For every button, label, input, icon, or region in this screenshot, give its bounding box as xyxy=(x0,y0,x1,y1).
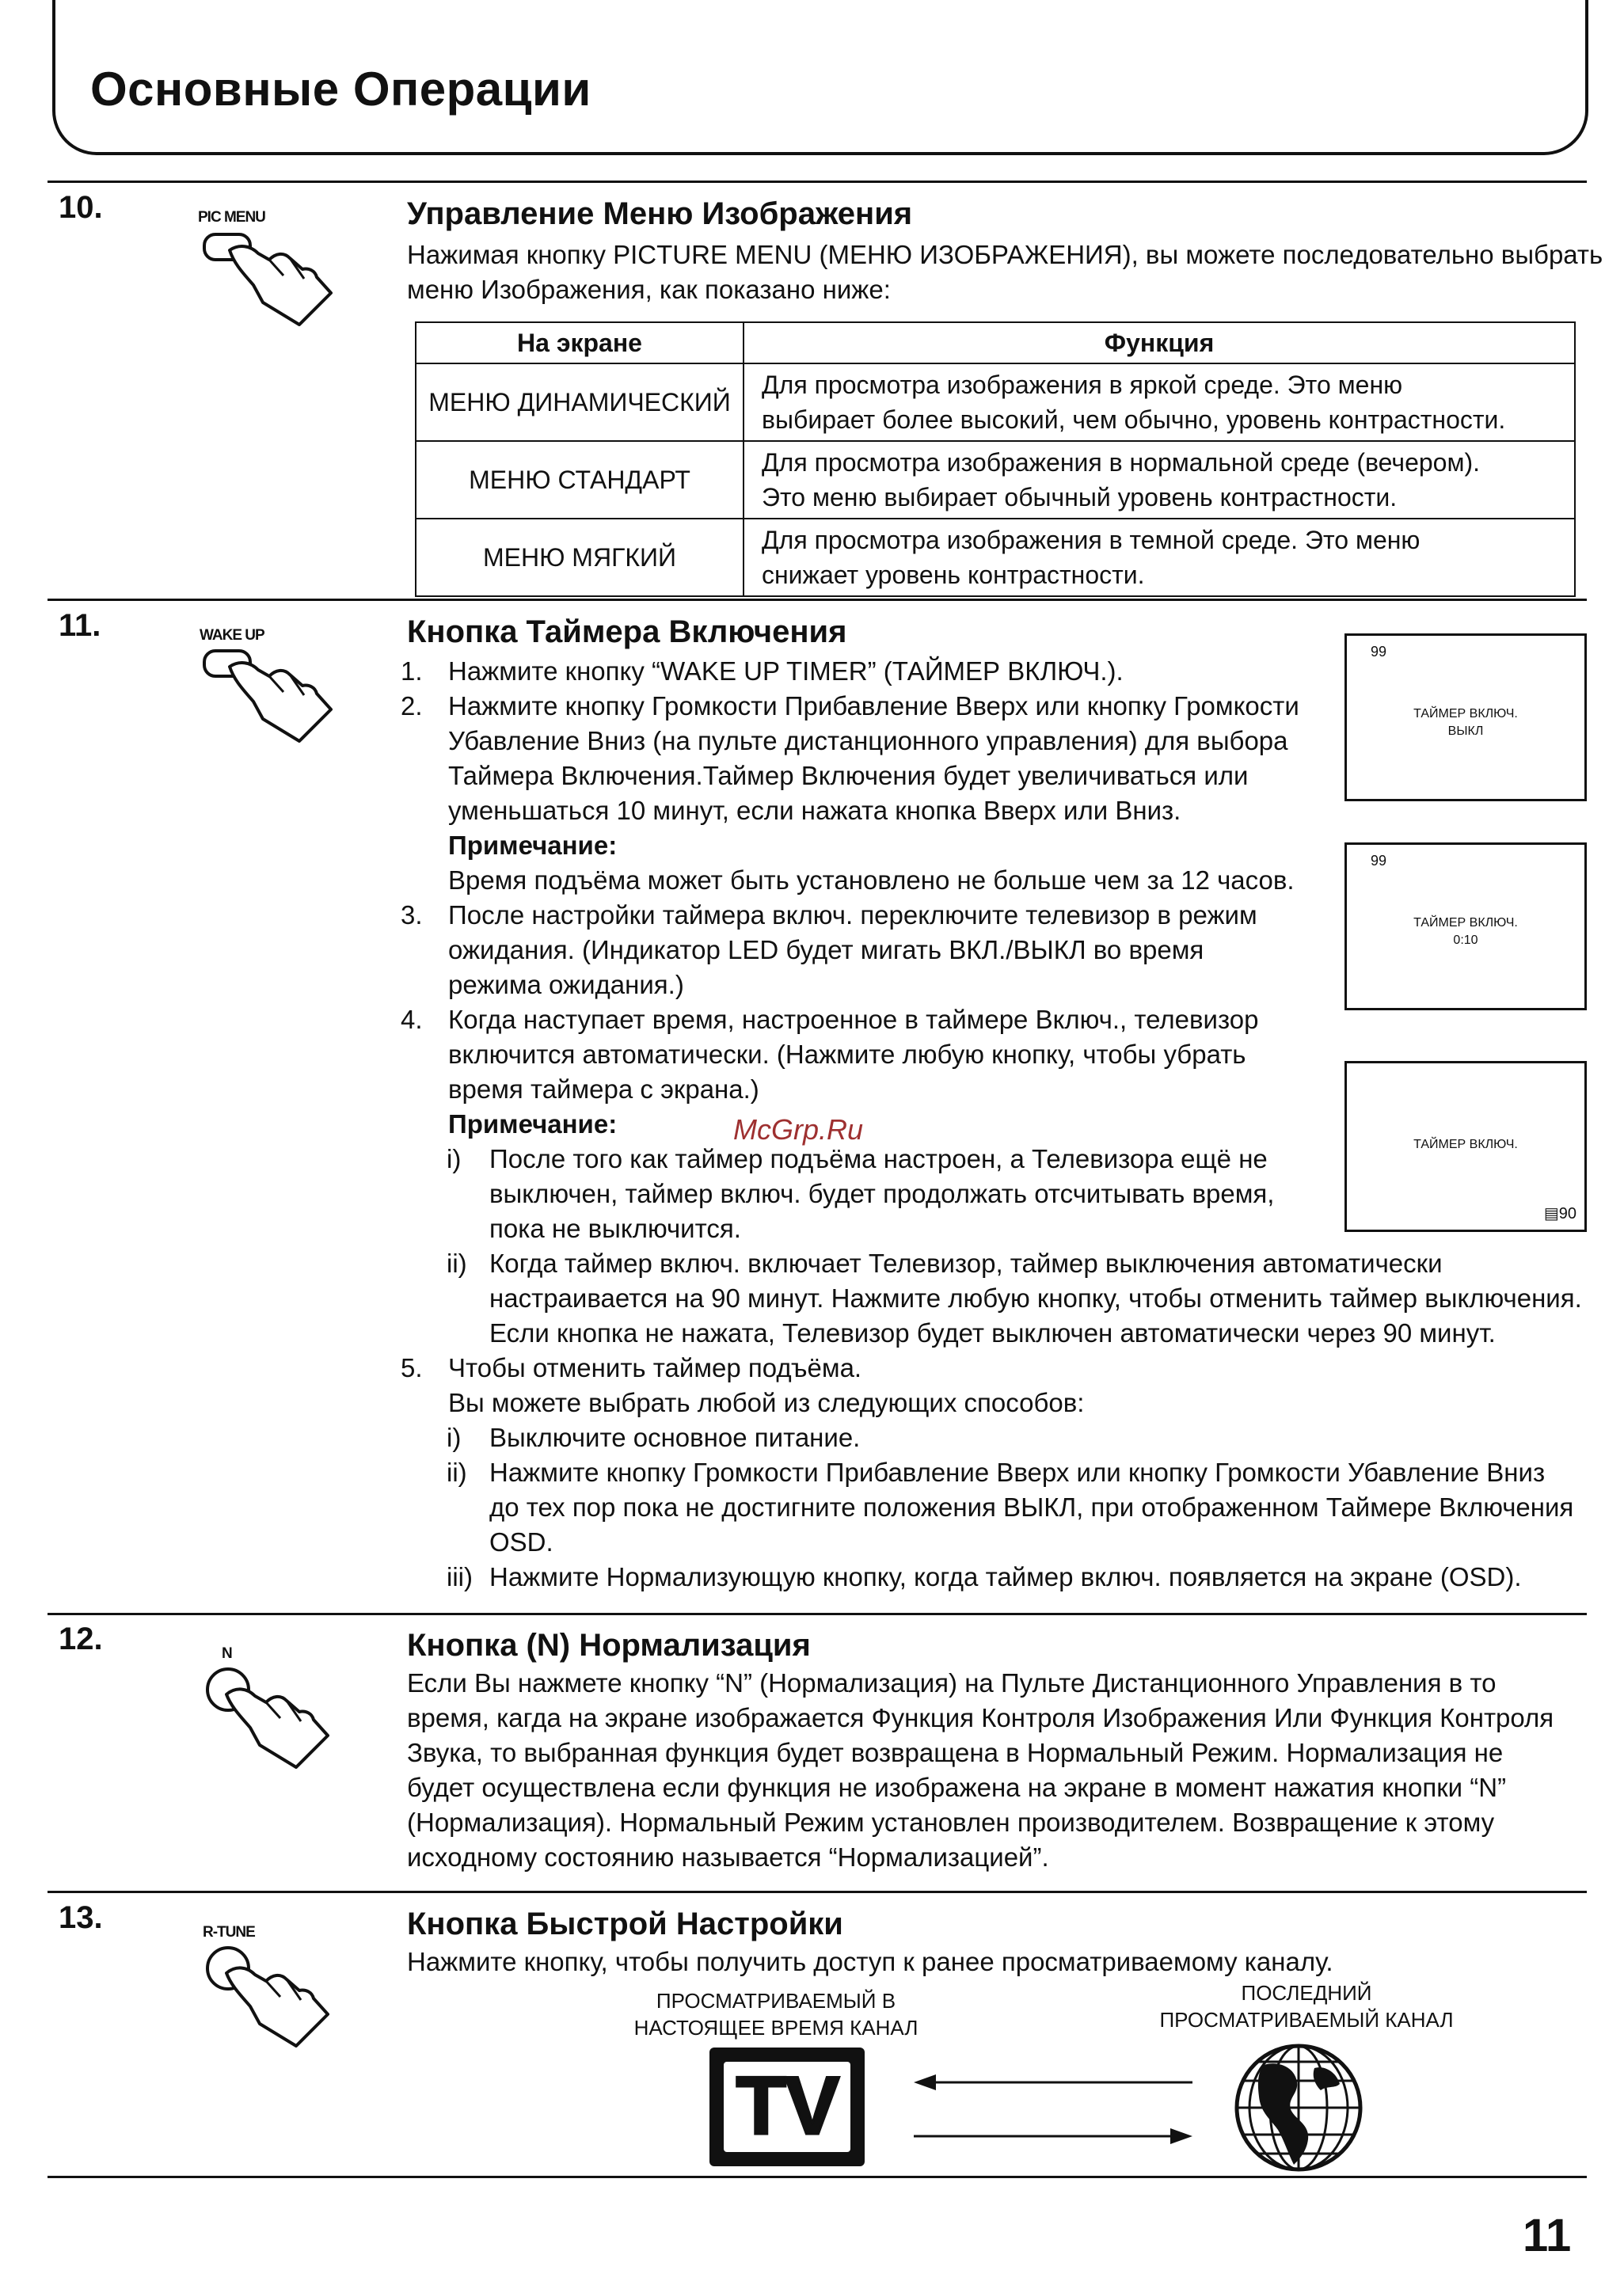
text-line: Для просмотра изображения в нормальной среде (вечером). xyxy=(762,448,1481,477)
note-text: Время подъёма может быть установлено не больше чем за 12 часов. xyxy=(448,865,1295,895)
text-line: ВЫКЛ xyxy=(1447,724,1484,738)
sub-item xyxy=(447,1420,861,1455)
list-item xyxy=(401,1002,1259,1107)
text-line: Если Вы нажмете кнопку “N” (Нормализация) на Пульте Дистанционного Управления в то xyxy=(407,1668,1497,1698)
section-body: Нажмите кнопку, чтобы получить доступ к ранее просматриваемому каналу. xyxy=(407,1947,1333,1976)
hand-press-icon xyxy=(198,1663,340,1774)
text-line: НАСТОЯЩЕЕ ВРЕМЯ КАНАЛ xyxy=(633,2016,918,2040)
hand-press-icon xyxy=(198,643,340,746)
list-item xyxy=(401,898,1257,1002)
text-line: ТАЙМЕР ВКЛЮЧ. xyxy=(1413,916,1518,930)
osd-sleep-timer xyxy=(1544,1203,1576,1223)
section-title: Кнопка Таймера Включения xyxy=(407,614,847,649)
sub-item xyxy=(447,1246,1582,1351)
text-line: Это меню выбирает обычный уровень контрастности. xyxy=(762,483,1398,511)
list-marker: 4. xyxy=(401,1005,423,1034)
button-label: PIC MENU xyxy=(198,209,265,226)
button-label: R-TUNE xyxy=(203,1924,255,1941)
hand-press-icon xyxy=(198,226,340,329)
section-number: 10. xyxy=(59,190,103,225)
text-line: Когда наступает время, настроенное в таймере Включ., телевизор xyxy=(448,1005,1259,1034)
globe-icon xyxy=(1232,2041,1365,2174)
table-cell-function xyxy=(744,363,1575,441)
column-header: На экране xyxy=(416,322,744,363)
section-intro xyxy=(407,238,1603,307)
osd-channel: 99 xyxy=(1371,644,1387,660)
section-number: 12. xyxy=(59,1622,103,1656)
text-line: 0:10 xyxy=(1453,933,1478,947)
table-cell-function xyxy=(744,441,1575,519)
text-line: Вы можете выбрать любой из следующих способов: xyxy=(448,1388,1085,1417)
table-row xyxy=(416,363,1575,441)
section-title: Кнопка (N) Нормализация xyxy=(407,1628,811,1663)
column-header: Функция xyxy=(744,322,1575,363)
text-line: Нажмите кнопку Громкости Прибавление Вверх или кнопку Громкости xyxy=(448,691,1299,721)
sub-item xyxy=(447,1560,1522,1595)
channel-switch-arrows xyxy=(911,2059,1196,2154)
text-line: Чтобы отменить таймер подъёма. xyxy=(448,1353,862,1382)
text-line: время таймера с экрана.) xyxy=(448,1074,759,1104)
section-divider xyxy=(48,1613,1587,1615)
list-marker: 1. xyxy=(401,656,423,686)
text-line: исходному состоянию называется “Нормализацией”. xyxy=(407,1842,1049,1872)
text-line: Нажмите кнопку “WAKE UP TIMER” (ТАЙМЕР ВКЛЮЧ.). xyxy=(448,656,1124,686)
table-row xyxy=(416,519,1575,596)
picture-menu-table xyxy=(415,321,1576,597)
text-line: Нажмите Нормализующую кнопку, когда таймер включ. появляется на экране (OSD). xyxy=(489,1562,1522,1591)
hand-press-icon xyxy=(198,1941,340,2052)
list-item xyxy=(401,689,1299,828)
table-cell-screen: МЕНЮ ДИНАМИЧЕСКИЙ xyxy=(416,363,744,441)
list-marker: i) xyxy=(447,1144,462,1173)
text-line: ПОСЛЕДНИЙ xyxy=(1241,1981,1372,2005)
table-row xyxy=(416,441,1575,519)
osd-message xyxy=(1347,914,1584,949)
list-marker: iii) xyxy=(447,1562,473,1591)
text-line: Когда таймер включ. включает Телевизор, таймер выключения автоматически xyxy=(489,1249,1443,1278)
text-line: ТАЙМЕР ВКЛЮЧ. xyxy=(1413,707,1518,721)
text-line: время, кагда на экране изображается Функция Контроля Изображения Или Функция Контроля xyxy=(407,1703,1554,1732)
page-number: 11 xyxy=(1523,2210,1572,2261)
osd-message xyxy=(1347,705,1584,740)
text-line: выбирает более высокий, чем обычно, уровень контрастности. xyxy=(762,405,1506,434)
list-marker: 3. xyxy=(401,900,423,930)
text-line: После настройки таймера включ. переключите телевизор в режим xyxy=(448,900,1257,930)
osd-channel: 99 xyxy=(1371,853,1387,869)
text-line: выключен, таймер включ. будет продолжать отсчитывать время, xyxy=(489,1179,1275,1208)
watermark: McGrp.Ru xyxy=(733,1113,864,1146)
text-line: Для просмотра изображения в яркой среде. Это меню xyxy=(762,371,1403,399)
sub-item xyxy=(447,1142,1275,1246)
text-line: ПРОСМАТРИВАЕМЫЙ КАНАЛ xyxy=(1159,2008,1454,2032)
osd-screen xyxy=(1344,842,1587,1010)
section-divider xyxy=(48,599,1587,601)
sub-item xyxy=(447,1455,1574,1560)
sleep-timer-icon: ▤ xyxy=(1543,1205,1559,1222)
text-line: до тех пор пока не достигните положения ВЫКЛ, при отображенном Таймере Включения xyxy=(489,1492,1574,1522)
text-line: ПРОСМАТРИВАЕМЫЙ В xyxy=(656,1989,896,2013)
section-divider xyxy=(48,2176,1587,2178)
tv-label: TV xyxy=(736,2060,839,2152)
text-line: Для просмотра изображения в темной среде. Это меню xyxy=(762,526,1421,554)
section-body xyxy=(407,1666,1554,1875)
note-label: Примечание: xyxy=(448,831,618,860)
text-line: пока не выключится. xyxy=(489,1214,741,1243)
text-line: После того как таймер подъёма настроен, а Телевизора ещё не xyxy=(489,1144,1268,1173)
text-line: Если кнопка не нажата, Телевизор будет выключен автоматически через 90 минут. xyxy=(489,1318,1496,1348)
page-title: Основные Операции xyxy=(90,63,591,116)
button-label: N xyxy=(222,1645,232,1662)
list-marker: 5. xyxy=(401,1353,423,1382)
text-line: настраивается на 90 минут. Нажмите любую кнопку, чтобы отменить таймер выключения. xyxy=(489,1283,1582,1313)
note-label: Примечание: xyxy=(448,1109,618,1139)
text-line: Убавление Вниз (на пульте дистанционного управления) для выбора xyxy=(448,726,1288,755)
table-cell-function xyxy=(744,519,1575,596)
osd-screen xyxy=(1344,1061,1587,1232)
text-line: Нажмите кнопку Громкости Прибавление Вверх или кнопку Громкости Убавление Вниз xyxy=(489,1458,1546,1487)
list-marker: ii) xyxy=(447,1458,467,1487)
list-marker: 2. xyxy=(401,691,423,721)
text-line: режима ожидания.) xyxy=(448,970,684,999)
list-item xyxy=(401,1351,1085,1420)
section-number: 11. xyxy=(59,608,101,643)
section-title: Кнопка Быстрой Настройки xyxy=(407,1907,843,1941)
section-divider xyxy=(48,1891,1587,1893)
text-line: Выключите основное питание. xyxy=(489,1423,861,1452)
timer-value: 90 xyxy=(1558,1205,1576,1222)
text-line: OSD. xyxy=(489,1527,553,1557)
caption-last-channel xyxy=(1140,1979,1473,2033)
text-line: снижает уровень контрастности. xyxy=(762,561,1145,589)
text-line: уменьшаться 10 минут, если нажата кнопка Вверх или Вниз. xyxy=(448,796,1181,825)
list-marker: ii) xyxy=(447,1249,467,1278)
text-line: будет осуществлена если функция не изображена на экране в момент нажатия кнопки “N” xyxy=(407,1773,1507,1802)
text-line: меню Изображения, как показано ниже: xyxy=(407,275,891,304)
section-divider xyxy=(48,181,1587,183)
caption-current-channel xyxy=(610,1987,942,2041)
text-line: (Нормализация). Нормальный Режим установлен производителем. Возвращение к этому xyxy=(407,1808,1495,1837)
table-cell-screen: МЕНЮ СТАНДАРТ xyxy=(416,441,744,519)
osd-message: ТАЙМЕР ВКЛЮЧ. xyxy=(1413,1138,1518,1151)
section-title: Управление Меню Изображения xyxy=(407,196,913,231)
list-marker: i) xyxy=(447,1423,462,1452)
text-line: Нажимая кнопку PICTURE MENU (МЕНЮ ИЗОБРАЖЕНИЯ), вы можете последовательно выбрать xyxy=(407,240,1603,269)
tv-icon xyxy=(709,2048,865,2166)
osd-screen xyxy=(1344,633,1587,801)
button-label: WAKE UP xyxy=(200,627,264,644)
text-line: Звука, то выбранная функция будет возвращена в Нормальный Режим. Нормализация не xyxy=(407,1738,1504,1767)
table-cell-screen: МЕНЮ МЯГКИЙ xyxy=(416,519,744,596)
text-line: Таймера Включения.Таймер Включения будет увеличиваться или xyxy=(448,761,1249,790)
text-line: включится автоматически. (Нажмите любую кнопку, чтобы убрать xyxy=(448,1040,1246,1069)
table-header-row xyxy=(416,322,1575,363)
text-line: ожидания. (Индикатор LED будет мигать ВКЛ./ВЫКЛ во время xyxy=(448,935,1204,964)
list-item xyxy=(401,654,1124,689)
section-number: 13. xyxy=(59,1900,103,1935)
